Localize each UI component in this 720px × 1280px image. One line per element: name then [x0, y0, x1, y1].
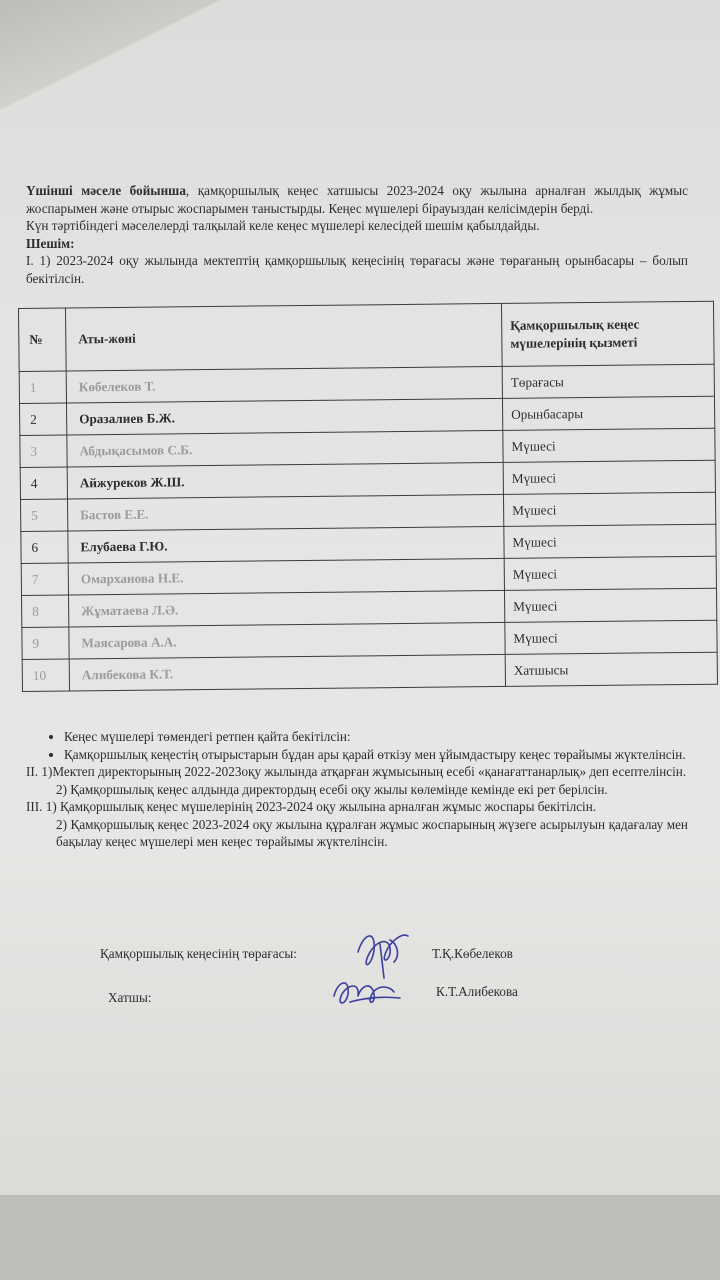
row-name: Бастов Е.Е. — [68, 494, 504, 531]
decision-iii-1: III. 1) Қамқоршылық кеңес мүшелерінің 2023-2024 оқу жылына арналған жұмыс жоспары бекітілсін. — [26, 799, 597, 814]
bullet-list — [26, 728, 688, 763]
secretary-signature-icon — [328, 972, 408, 1012]
row-name: Алибекова К.Т. — [69, 654, 505, 691]
row-number: 7 — [21, 563, 68, 595]
header-name: Аты-жөні — [66, 303, 503, 371]
decision-iii-2: 2) Қамқоршылық кеңес 2023-2024 оқу жылына құралған жұмыс жоспарының жүзеге асырылуын қадағалау мен бақылау кеңес мүшелері мен кеңес төрайымы жүктелінсін. — [56, 816, 688, 849]
row-position: Мүшесі — [504, 524, 716, 558]
intro-section — [26, 182, 688, 287]
row-position: Мүшесі — [503, 492, 715, 526]
chair-name: Т.Қ.Көбелеков — [432, 946, 513, 961]
row-number: 6 — [21, 531, 68, 563]
row-position: Төрағасы — [502, 364, 714, 398]
row-number: 2 — [20, 403, 67, 435]
decision-label: Шешім: — [26, 235, 75, 251]
members-table-body — [19, 364, 717, 691]
header-no: № — [19, 308, 67, 371]
agenda-line: Күн тәртібіндегі мәселелерді талқылай келе кеңес мүшелері келесідей шешім қабылдайды. — [26, 218, 540, 233]
intro-paragraph — [26, 182, 688, 217]
row-position: Мүшесі — [504, 588, 716, 622]
row-position: Орынбасары — [502, 396, 714, 430]
table-row — [22, 652, 717, 691]
row-number: 10 — [22, 659, 69, 691]
row-number: 9 — [22, 627, 69, 659]
row-name: Омарханова Н.Е. — [68, 558, 504, 595]
decision-ii-2: 2) Қамқоршылық кеңес алдында директордың есебі оқу жылы көлемінде кемінде екі рет берілсін. — [56, 781, 608, 797]
bullet-item: • Кеңес мүшелері төмендегі ретпен қайта бекітілсін: — [64, 728, 688, 746]
row-name: Көбелеков Т. — [66, 366, 502, 403]
row-position: Мүшесі — [504, 556, 716, 590]
row-name: Айжуреков Ж.Ш. — [67, 462, 503, 499]
row-name: Абдықасымов С.Б. — [67, 430, 503, 467]
row-number: 3 — [20, 435, 67, 467]
row-number: 5 — [21, 499, 68, 531]
secretary-name: К.Т.Алибекова — [436, 984, 518, 999]
intro-bold-lead: Үшінші мәселе бойынша — [26, 183, 186, 198]
row-name: Жұматаева Л.Ә. — [69, 590, 505, 627]
chair-label: Қамқоршылық кеңесінің төрағасы: — [100, 946, 297, 961]
decisions-section — [26, 728, 688, 851]
row-name: Елубаева Г.Ю. — [68, 526, 504, 563]
background-surface — [0, 1195, 720, 1280]
table-header-row — [19, 301, 715, 371]
header-position: Қамқоршылық кеңес мүшелерінің қызметі — [501, 301, 714, 366]
decision-item-1: I. 1) 2023-2024 оқу жылында мектептің қамқоршылық кеңесінің төрағасы және төрағаның орынбасары – болып бекітілсін. — [26, 253, 688, 286]
row-number: 8 — [22, 595, 69, 627]
row-name: Оразалиев Б.Ж. — [66, 398, 502, 435]
decision-ii-1: II. 1)Мектеп директорының 2022-2023оқу жылында атқарған жұмысының есебі «қанағаттанарлық» деп есептелінсін. — [26, 764, 687, 779]
row-position: Мүшесі — [505, 620, 717, 654]
row-name: Маясарова А.А. — [69, 622, 505, 659]
bullet-item: • Қамқоршылық кеңестің отырыстарын бұдан ары қарай өткізу мен ұйымдастыру кеңес төрайымы жүктелінсін. — [64, 746, 688, 764]
members-table — [18, 301, 718, 692]
folded-corner-shadow — [0, 0, 220, 110]
secretary-label: Хатшы: — [108, 990, 152, 1005]
row-position: Мүшесі — [503, 428, 715, 462]
intro-paragraph-rest: , қамқоршылық кеңес хатшысы 2023-2024 оқу жылына арналған жылдық жұмыс жоспарымен және отырыс жоспарымен таныстырды. Кеңес мүшелері бірауыздан келісімдерін берді. — [26, 183, 688, 216]
row-position: Мүшесі — [503, 460, 715, 494]
row-number: 1 — [19, 371, 66, 403]
row-number: 4 — [20, 467, 67, 499]
row-position: Хатшысы — [505, 652, 717, 686]
